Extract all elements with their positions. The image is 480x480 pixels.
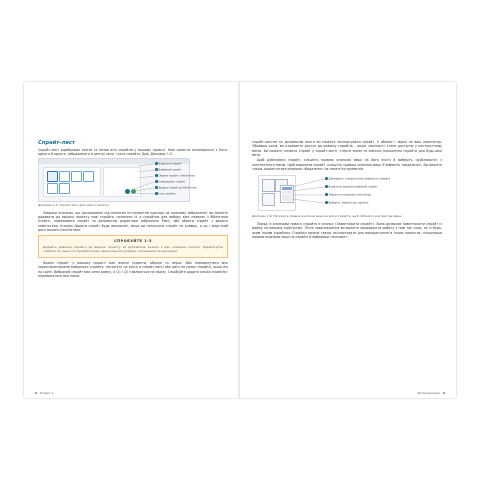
right-paragraph-1: спрайт-листом за допомогою якого ви можете експортувати спрайт, її образи і звуки на ваш комп'ютер. Обравши котів, ви отримаєте доступ до режиму спрайтів – опція «експорт» стане доступна у контекстному меню. Ви можете назвати спрайт у спрайт-листі, стерти зміни та змінити положення спрайта для будь-якої мети. — [252, 140, 442, 157]
callout-upload-sprite: Додати спрайт до бібліотеки — [155, 186, 197, 189]
left-page — [24, 82, 240, 398]
figure-2 — [252, 173, 442, 213]
figure-1-caption: Діаграма 1-5. Спрайт-лист для нового проєкту — [38, 203, 110, 208]
left-page-body — [38, 140, 228, 279]
callout-lines — [38, 158, 228, 200]
left-paragraph-3: Кожен спрайт у вашому проєкті має власні скрипти, образи та звуки. Або перемкнутися між характеристиками вибраного спрайта, натисніть на ескізі в спрайт-листі або двічі на назву спрайта, якщо він на сцені. Вибраний спрайт має синю рамку, а (1) і (2) з'являються на ньому. Спробуйте додати кілька спрайтів і перемикатися між ними. — [38, 261, 229, 278]
callout-export: Зберегти на вашому комп'ютері — [325, 193, 405, 196]
callout-duplicate: Дублювати: створює копію вибраного спрайта — [325, 177, 405, 180]
left-paragraph-2: Завдяки кнопкам, що розташовані під панеллю інструментів курсора на кожному зображенні, ви можете додавати до вашого проєкту нові спрайти, починати їх із спрайтом для вибору вже наявних з бібліотеки Scratch, намалювати спрайт за допомогою редактора зображень Paint, або обрати спрайт з вашого комп'ютера. Кнопки Додати спрайт буде викликані, якщо ви натиснули спрайт на клавіші, а це і жорсткий диск вашого комп'ютера. — [38, 210, 228, 233]
chapter-label: Розпочинаємо — [417, 391, 440, 395]
figure-2-caption: Діаграма 1-6. Натисніть правою кнопкою миші на ескізі спрайта, щоб побачити контекстне меню. — [252, 214, 403, 219]
chapter-label: Розділ 1 — [40, 391, 53, 395]
left-footer — [33, 391, 53, 395]
callout-select: Виберіть: перейти до спрайта — [325, 201, 405, 204]
context-menu-screenshot — [252, 173, 412, 213]
callout-other-sprites: Інші спрайти — [155, 192, 175, 195]
try-it-box — [38, 235, 228, 258]
right-paragraph-3: Поряд із кнопками нового спрайта є кнопка «Завантажити спрайт». Вона дозволяє завантажити спрайт із файлу на вашому комп'ютері. Після завантаження ви можете продовжити роботу з ним так само, як із будь-яким іншим спрайтом. Спрайти можна також експортувати для використання в інших проєктах, клацнувши правою кнопкою миші на спрайті й вибравши «експорт». — [252, 222, 442, 239]
figure-1 — [38, 158, 228, 202]
callout-paint-sprite: Намалювати спрайт — [155, 180, 185, 183]
try-it-heading: СПРОБУЙТЕ 1-3 — [114, 239, 152, 244]
left-paragraph-1: Спрайт-лист відображає ескізи та назви всіх спрайтів у вашому проєкті. Нові проєкти починаються з Кота-одного й одного, зображеного в центрі поля, і кота спрайта. Див. Діаграму 1-5. — [38, 147, 228, 156]
right-page-body — [252, 140, 442, 240]
section-title: Спрайт-лист — [38, 140, 75, 146]
right-footer — [418, 391, 447, 395]
callout-choose-sprite: Обрати спрайт з бібліотеки — [155, 174, 195, 177]
right-page — [240, 82, 456, 398]
try-it-text: Додайте довільні спрайти до вашого проєкту за допомогою кожної з цих чотирьох кнопок. Перетягуйте спрайти по сцені та спробуйте різні змінні їхнього розміру, положення та орієнтації. — [43, 244, 223, 253]
callout-selected-sprite: Вибраний спрайт — [155, 168, 181, 171]
callout-delete-sprite: Видалити спрайт — [155, 162, 181, 165]
page-number: 8 — [35, 391, 38, 395]
page-number: 9 — [442, 391, 445, 395]
callout-delete: Видалити: видаляє вибраний спрайт — [325, 185, 405, 188]
right-paragraph-2: Щоб дублювати спрайт, клацніть правою кнопкою миші на його ескізі й виберіть «дублювати» з контекстного меню. Щоб видалити спрайт, клацніть правою кнопкою миші й виберіть «видалити». Ви можете також скористатися кнопкою «Видалити» на панелі інструментів. — [252, 158, 442, 171]
